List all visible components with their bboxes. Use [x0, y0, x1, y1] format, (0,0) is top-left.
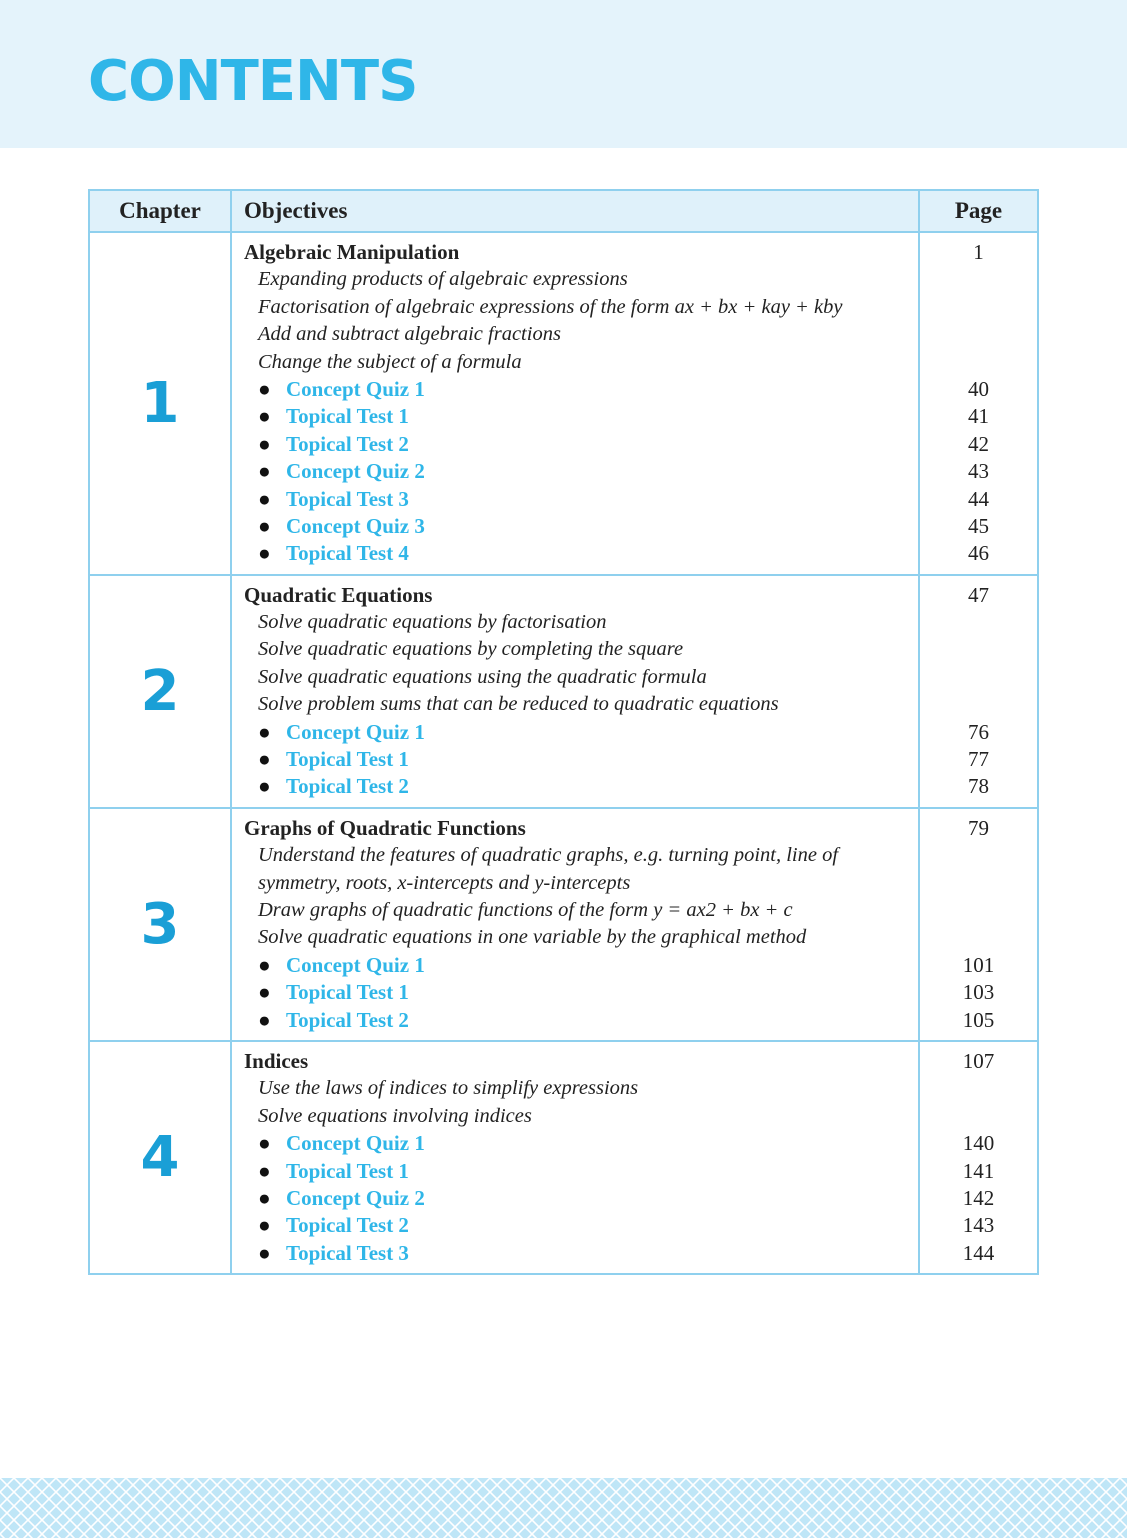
quiz-link[interactable]: ● Topical Test 4: [244, 540, 914, 567]
page-number: 141: [962, 1158, 995, 1183]
bullet-icon: ●: [258, 486, 271, 511]
page-number: 78: [968, 774, 989, 799]
header-wavy-edge: [0, 142, 1127, 152]
chapter-objectives: [231, 232, 919, 575]
quiz-link[interactable]: ● Concept Quiz 1: [244, 719, 914, 746]
objective-item: Add and subtract algebraic fractions: [258, 323, 561, 346]
quiz-link[interactable]: ● Topical Test 3: [244, 1240, 914, 1267]
quiz-link[interactable]: ● Topical Test 3: [244, 486, 914, 513]
quiz-link[interactable]: ● Topical Test 1: [244, 1158, 914, 1185]
chapter-number: 1: [89, 232, 231, 575]
bullet-icon: ●: [258, 459, 271, 484]
page-number: 143: [962, 1213, 995, 1238]
chapter-title[interactable]: Indices: [244, 1048, 309, 1073]
chapter-objectives: [231, 1041, 919, 1274]
header-objectives: Objectives: [231, 190, 919, 232]
page-title: CONTENTS: [88, 49, 418, 114]
objective-item: Solve quadratic equations in one variable by the graphical method: [258, 926, 807, 949]
page-number: 144: [962, 1240, 995, 1265]
quiz-link[interactable]: ● Concept Quiz 1: [244, 376, 914, 403]
bullet-icon: ●: [258, 1158, 271, 1183]
page-number: 41: [968, 404, 989, 429]
quiz-link[interactable]: ● Topical Test 2: [244, 773, 914, 800]
page-number: 76: [968, 719, 989, 744]
bullet-icon: ●: [258, 1007, 271, 1032]
chapter-title[interactable]: Algebraic Manipulation: [244, 240, 460, 264]
objective-item: Use the laws of indices to simplify expressions: [258, 1077, 639, 1100]
objective-item: Draw graphs of quadratic functions of the form y = ax2 + bx + c: [258, 898, 793, 921]
chapter-pages: [919, 575, 1038, 808]
quiz-link[interactable]: ● Concept Quiz 1: [244, 952, 914, 979]
objective-item: Solve problem sums that can be reduced to quadratic equations: [258, 693, 779, 716]
page-number: 43: [968, 459, 989, 484]
page-number: 40: [968, 376, 989, 401]
chapter-row: [89, 808, 1038, 1041]
bullet-icon: ●: [258, 541, 271, 566]
quiz-link[interactable]: ● Concept Quiz 3: [244, 513, 914, 540]
quiz-link[interactable]: ● Topical Test 2: [244, 431, 914, 458]
page-number: 103: [962, 980, 995, 1005]
quiz-link[interactable]: ● Topical Test 1: [244, 979, 914, 1006]
bullet-icon: ●: [258, 376, 271, 401]
chapter-number: 4: [89, 1041, 231, 1274]
objective-item: Solve quadratic equations by factorisation: [258, 611, 607, 634]
bullet-icon: ●: [258, 431, 271, 456]
objective-item: Expanding products of algebraic expressions: [258, 268, 628, 291]
page-number: 44: [968, 486, 989, 511]
bullet-icon: ●: [258, 1213, 271, 1238]
bullet-icon: ●: [258, 1185, 271, 1210]
chapter-pages: [919, 808, 1038, 1041]
page-number: 1: [973, 240, 984, 264]
bullet-icon: ●: [258, 513, 271, 538]
bullet-icon: ●: [258, 1131, 271, 1156]
chapter-objectives: [231, 808, 919, 1041]
header-chapter: Chapter: [89, 190, 231, 232]
quiz-link[interactable]: ● Concept Quiz 1: [244, 1130, 914, 1157]
bullet-icon: ●: [258, 1240, 271, 1265]
contents-table: [88, 189, 1039, 1275]
bullet-icon: ●: [258, 404, 271, 429]
chapter-pages: [919, 232, 1038, 575]
chapter-row: [89, 232, 1038, 575]
objective-item: Factorisation of algebraic expressions of the form ax + bx + kay + kby: [258, 295, 843, 318]
quiz-link[interactable]: ● Topical Test 2: [244, 1212, 914, 1239]
quiz-link[interactable]: ● Concept Quiz 2: [244, 1185, 914, 1212]
page-number: 105: [962, 1007, 995, 1032]
objective-item: Understand the features of quadratic graphs, e.g. turning point, line of: [258, 844, 839, 867]
objective-item: symmetry, roots, x-intercepts and y-intercepts: [258, 871, 631, 894]
page-number: 107: [962, 1048, 995, 1073]
bullet-icon: ●: [258, 952, 271, 977]
chapter-number: 2: [89, 575, 231, 808]
page-number: 79: [968, 815, 989, 840]
page-number: 142: [962, 1185, 995, 1210]
header-page: Page: [919, 190, 1038, 232]
bullet-icon: ●: [258, 980, 271, 1005]
quiz-link[interactable]: ● Topical Test 1: [244, 746, 914, 773]
chapter-objectives: [231, 575, 919, 808]
table-header-row: [89, 190, 1038, 232]
page-number: 101: [962, 952, 995, 977]
bullet-icon: ●: [258, 719, 271, 744]
page-number: 42: [968, 431, 989, 456]
chapter-number: 3: [89, 808, 231, 1041]
page-number: 45: [968, 513, 989, 538]
quiz-link[interactable]: ● Topical Test 1: [244, 403, 914, 430]
objective-item: Solve equations involving indices: [258, 1104, 532, 1127]
footer-pattern-band: [0, 1478, 1127, 1538]
chapter-row: [89, 575, 1038, 808]
chapter-pages: [919, 1041, 1038, 1274]
page-number: 140: [962, 1131, 995, 1156]
quiz-link[interactable]: ● Topical Test 2: [244, 1007, 914, 1034]
page-number: 46: [968, 541, 989, 566]
chapter-title[interactable]: Quadratic Equations: [244, 582, 433, 607]
bullet-icon: ●: [258, 747, 271, 772]
objective-item: Solve quadratic equations by completing the square: [258, 638, 684, 661]
page-number: 77: [968, 747, 989, 772]
bullet-icon: ●: [258, 774, 271, 799]
page-number: 47: [968, 582, 989, 607]
quiz-link[interactable]: ● Concept Quiz 2: [244, 458, 914, 485]
objective-item: Change the subject of a formula: [258, 350, 522, 373]
chapter-row: [89, 1041, 1038, 1274]
objective-item: Solve quadratic equations using the quadratic formula: [258, 665, 707, 688]
chapter-title[interactable]: Graphs of Quadratic Functions: [244, 815, 526, 840]
